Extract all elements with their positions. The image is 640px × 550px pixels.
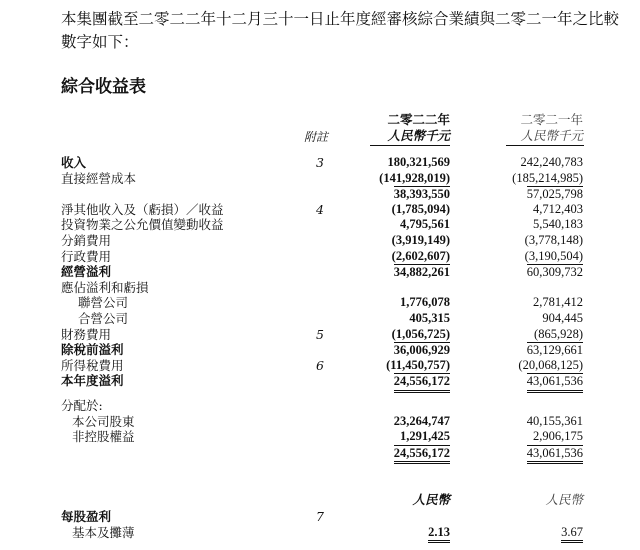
row-label: 財務費用 xyxy=(61,326,112,342)
value-prior: 242,240,783 xyxy=(520,155,583,169)
value-current: 34,882,261 xyxy=(393,265,450,280)
value-current: 2.13 xyxy=(428,525,450,544)
row-note: 4 xyxy=(316,201,324,217)
value-current: 1,291,425 xyxy=(400,429,450,444)
value-prior: 3.67 xyxy=(561,525,583,544)
value-current: 24,556,172 xyxy=(394,445,450,465)
table-row xyxy=(0,217,640,233)
row-label: 基本及攤薄 xyxy=(72,524,135,540)
value-prior: 63,129,661 xyxy=(526,343,583,358)
row-label: 本公司股東 xyxy=(72,413,135,429)
value-current: (1,056,725) xyxy=(391,326,450,341)
intro-paragraph: 本集團截至二零二二年十二月三十一日止年度經審核綜合業績與二零二一年之比較數字如下： xyxy=(61,10,620,51)
row-label: 分銷費用 xyxy=(61,232,112,248)
value-prior: 5,540,183 xyxy=(533,217,583,232)
header-underline-current xyxy=(370,145,450,146)
value-prior: (20,068,125) xyxy=(518,357,583,372)
value-current: (141,928,019) xyxy=(379,170,450,185)
value-prior: 4,712,403 xyxy=(533,201,583,216)
row-note: 7 xyxy=(316,509,324,524)
table-row xyxy=(0,280,640,296)
value-prior: 60,309,732 xyxy=(526,265,583,280)
table-row xyxy=(0,429,640,445)
value-current: (1,785,094) xyxy=(391,201,450,216)
value-current: 38,393,550 xyxy=(393,187,450,202)
row-label: 應佔溢利和虧損 xyxy=(61,279,149,295)
value-current: (2,602,607) xyxy=(391,248,450,263)
eps-table xyxy=(0,509,640,540)
header-year-prior: 二零二一年 xyxy=(520,112,583,127)
row-label: 直接經營成本 xyxy=(61,170,137,186)
header-note: 附註 xyxy=(303,130,328,144)
spacer xyxy=(0,389,640,398)
table-row xyxy=(0,155,640,171)
row-label: 非控股權益 xyxy=(72,429,135,445)
row-note: 6 xyxy=(316,357,324,373)
value-current: 36,006,929 xyxy=(393,343,450,358)
row-label: 淨其他收入及（虧損）／收益 xyxy=(61,201,224,217)
row-label: 聯營公司 xyxy=(78,295,129,311)
value-current: 180,321,569 xyxy=(387,155,450,169)
table-row xyxy=(0,233,640,249)
row-label: 每股盈利 xyxy=(61,509,112,524)
table-row xyxy=(0,525,640,541)
row-label: 行政費用 xyxy=(61,248,112,264)
value-current: 405,315 xyxy=(409,310,450,325)
income-statement-table xyxy=(0,155,640,460)
header-unit-prior: 人民幣千元 xyxy=(520,128,583,143)
value-current: (3,919,149) xyxy=(391,232,450,247)
row-label: 本年度溢利 xyxy=(61,373,124,389)
row-label: 分配於: xyxy=(61,397,103,413)
table-row xyxy=(0,373,640,389)
header-unit-current: 人民幣千元 xyxy=(387,128,450,143)
value-prior: 904,445 xyxy=(542,310,583,325)
row-label: 投資物業之公允價值變動收益 xyxy=(61,217,224,233)
value-current: 1,776,078 xyxy=(400,295,450,310)
value-prior: 57,025,798 xyxy=(526,187,583,202)
header-underline-prior xyxy=(506,145,584,146)
header-year-current: 二零二二年 xyxy=(387,112,450,127)
row-label: 經營溢利 xyxy=(61,264,112,280)
eps-currency-current: 人民幣 xyxy=(412,492,450,507)
row-note: 5 xyxy=(316,326,324,342)
table-row xyxy=(0,327,640,343)
value-prior: (3,778,148) xyxy=(524,232,583,247)
table-row xyxy=(0,171,640,187)
value-current: (11,450,757) xyxy=(386,357,450,372)
table-row xyxy=(0,202,640,218)
value-prior: 2,906,175 xyxy=(533,429,583,444)
table-row xyxy=(0,445,640,461)
value-prior: (185,214,985) xyxy=(512,170,583,185)
table-row xyxy=(0,186,640,202)
value-prior: 43,061,536 xyxy=(527,445,583,465)
table-row xyxy=(0,358,640,374)
row-label: 收入 xyxy=(61,155,87,170)
value-current: 4,795,561 xyxy=(400,217,450,232)
table-row xyxy=(0,342,640,358)
section-title: 綜合收益表 xyxy=(61,77,146,97)
table-row xyxy=(0,311,640,327)
value-prior: 43,061,536 xyxy=(527,373,583,393)
table-row xyxy=(0,264,640,280)
value-prior: 2,781,412 xyxy=(533,295,583,310)
row-note: 3 xyxy=(316,155,324,170)
value-prior: 40,155,361 xyxy=(526,413,583,428)
row-label: 所得稅費用 xyxy=(61,357,124,373)
table-row xyxy=(0,398,640,414)
value-prior: (865,928) xyxy=(534,326,583,341)
table-row xyxy=(0,249,640,265)
value-prior: (3,190,504) xyxy=(524,248,583,263)
table-row xyxy=(0,509,640,525)
eps-currency-prior: 人民幣 xyxy=(545,492,583,507)
row-label: 合營公司 xyxy=(78,310,129,326)
value-current: 23,264,747 xyxy=(393,413,450,428)
row-label: 除稅前溢利 xyxy=(61,342,124,358)
value-current: 24,556,172 xyxy=(394,373,450,393)
table-row xyxy=(0,414,640,430)
table-row xyxy=(0,295,640,311)
